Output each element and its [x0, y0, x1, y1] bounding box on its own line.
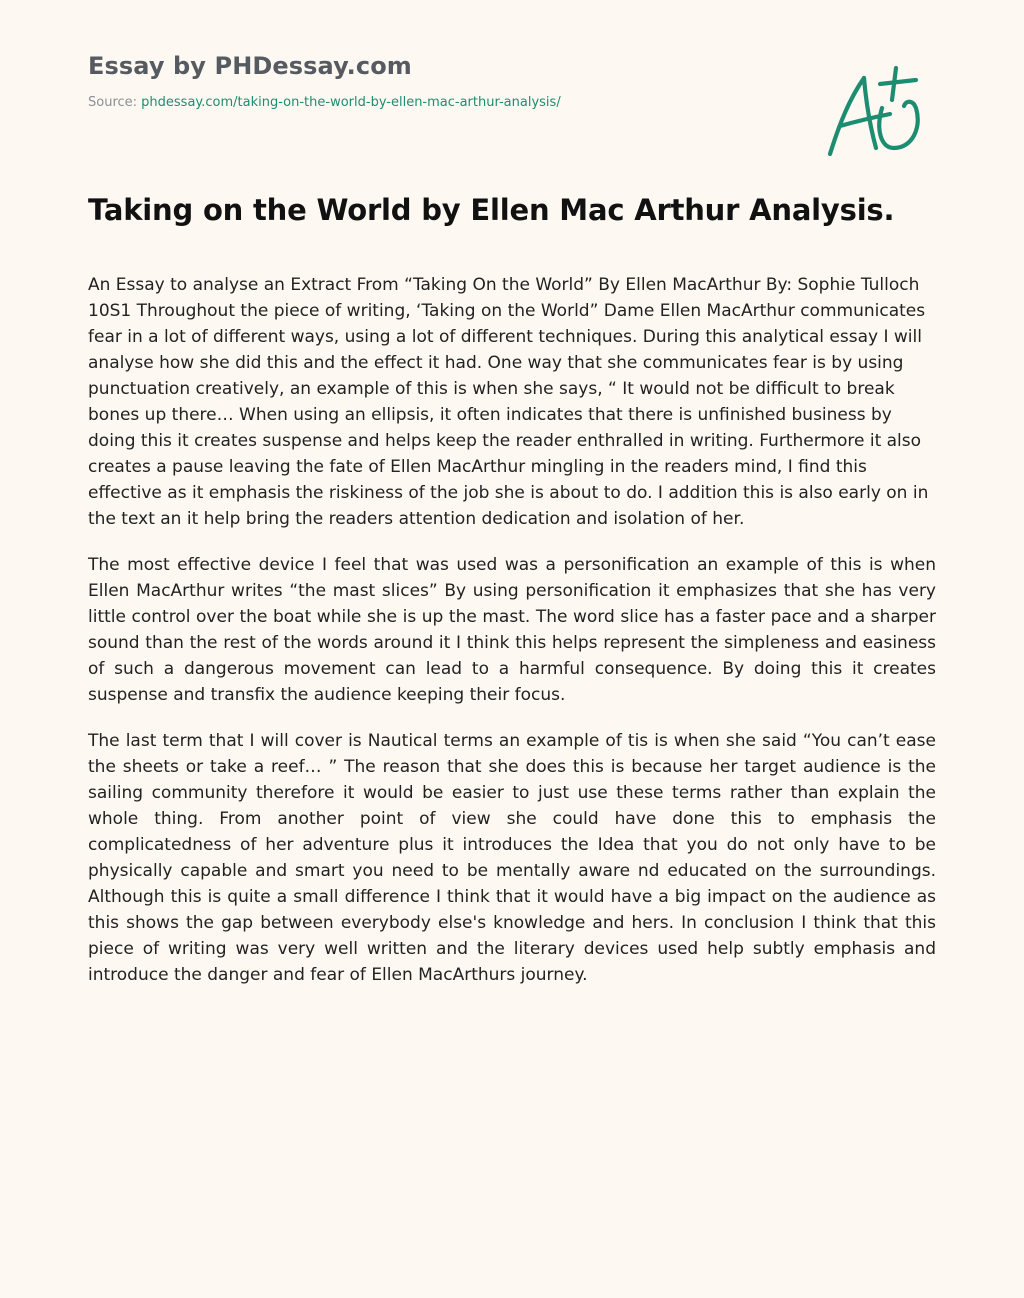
essay-body	[88, 272, 936, 1008]
source-label: Source:	[88, 95, 142, 110]
a-left-stroke	[830, 78, 864, 154]
essay-paragraph-1: An Essay to analyse an Extract From “Taking On the World” By Ellen MacArthur By: Sophie Tulloch 10S1 Throughout the piece of writing, ‘Taking on the World” Dame Ellen MacArthur communicates fear in a lot of different ways, using a lot of different techniques. During this analytical essay I will analyse how she did this and the effect it had. One way that she communicates fear is by using punctuation creatively, an example of this is when she says, “ It would not be difficult to break bones up there… When using an ellipsis, it often indicates that there is unfinished business by doing this it creates suspense and helps keep the reader enthralled in writing. Furthermore it also creates a pause leaving the fate of Ellen MacArthur mingling in the readers mind, I find this effective as it emphasis the riskiness of the job she is about to do. I addition this is also early on in the text an it help bring the readers attention dedication and isolation of her.	[88, 275, 929, 529]
swash-loop	[879, 102, 917, 148]
site-brand: Essay by PHDessay.com	[88, 52, 412, 80]
a-right-stroke	[864, 78, 876, 148]
source-link[interactable]: phdessay.com/taking-on-the-world-by-ellen-mac-arthur-analysis/	[141, 95, 561, 110]
a-crossbar	[840, 114, 890, 126]
essay-title: Taking on the World by Ellen Mac Arthur Analysis.	[88, 193, 895, 227]
essay-paragraph-2: The most effective device I feel that was used was a personification an example of this is when Ellen MacArthur writes “the mast slices” By using personification it emphasizes that she has very little control over the boat while she is up the mast. The word slice has a faster pace and a sharper sound than the rest of the words around it I think this helps represent the simpleness and easiness of such a dangerous movement can lead to a harmful consequence. By doing this it creates suspense and transfix the audience keeping their focus.	[88, 555, 936, 705]
source-line	[88, 94, 561, 112]
a-plus-grade-icon	[820, 62, 930, 162]
essay-paragraph-3: The last term that I will cover is Nautical terms an example of tis is when she said “You can’t ease the sheets or take a reef… ” The reason that she does this is because her target audience is the sailing community therefore it would be easier to just use these terms rather than explain the whole thing. From another point of view she could have done this to emphasis the complicatedness of her adventure plus it introduces the Idea that you do not only have to be physically capable and smart you need to be mentally aware nd educated on the surroundings. Although this is quite a small difference I think that it would have a big impact on the audience as this shows the gap between everybody else's knowledge and hers. In conclusion I think that this piece of writing was very well written and the literary devices used help subtly emphasis and introduce the danger and fear of Ellen MacArthurs journey.	[88, 731, 936, 985]
plus-horizontal	[880, 80, 916, 84]
a-plus-grade-svg	[820, 62, 930, 162]
page-header	[88, 50, 561, 112]
